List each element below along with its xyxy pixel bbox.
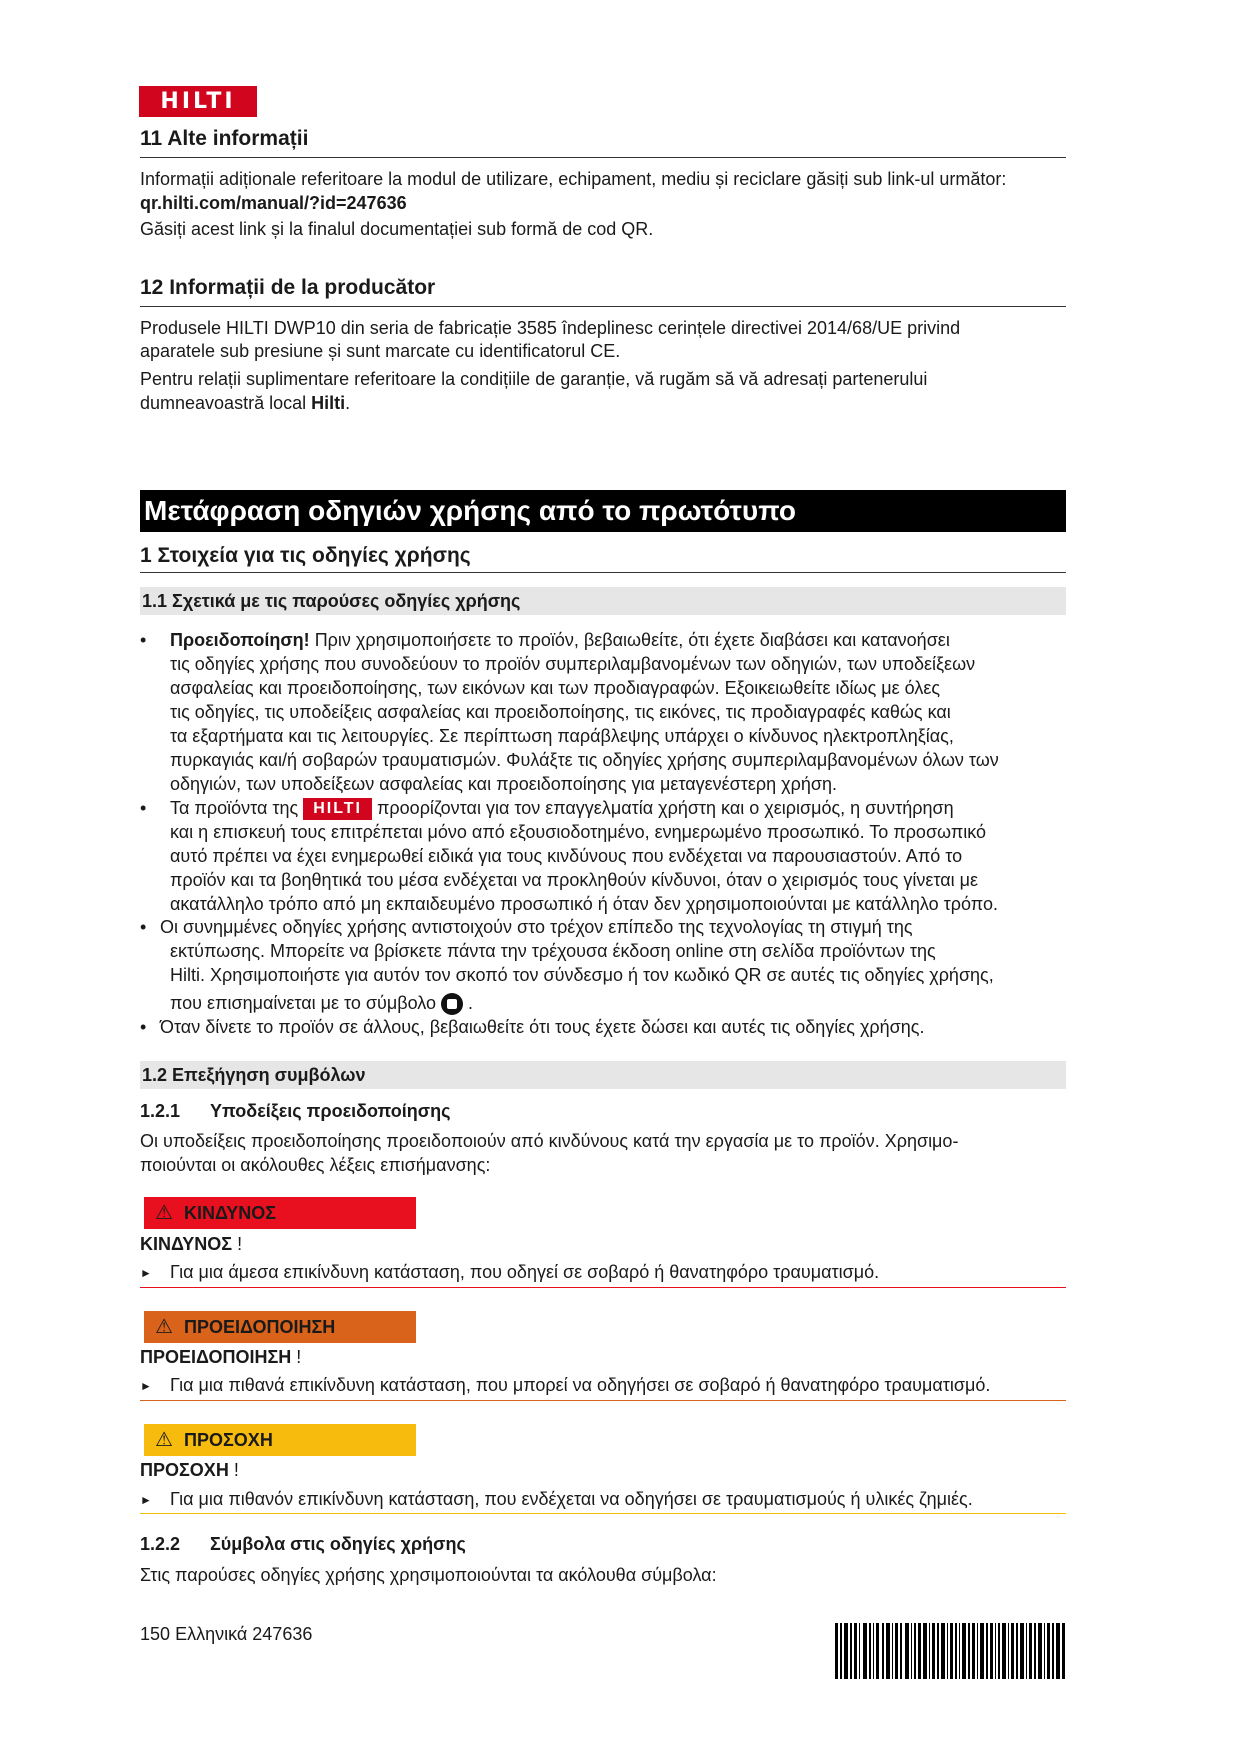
qr-symbol-icon: [441, 993, 463, 1015]
section-12-p2-end: .: [345, 393, 351, 413]
bullet-3-line4: που επισημαίνεται με το σύμβολο: [170, 993, 436, 1013]
danger-description: [140, 1260, 879, 1285]
bullet-1-line7: οδηγιών, των υποδείξεων ασφαλείας και προειδοποίησης για μεταγενέστερη χρήση.: [170, 774, 837, 794]
caution-text: Για μια πιθανόν επικίνδυνη κατάσταση, που ενδέχεται να οδηγήσει σε τραυματισμούς ή υλικές ζημιές.: [170, 1489, 973, 1509]
section-1-2-1-title: [140, 1101, 450, 1122]
manual-link[interactable]: qr.hilti.com/manual/?id=247636: [140, 193, 407, 213]
bullet-2-line4: προϊόν και τα βοηθητικά του μέσα ενδέχεται να προκληθούν κίνδυνοι, όταν ο χειρισμός τους γίνεται με: [170, 870, 979, 891]
warning-triangle-icon: ⚠: [155, 1429, 173, 1451]
bullet-3-line2: εκτύπωσης. Μπορείτε να βρίσκετε πάντα την τρέχουσα έκδοση online στη σελίδα προϊόντων της: [170, 941, 936, 961]
danger-badge: [144, 1197, 416, 1229]
bullet-1-line1: Πριν χρησιμοποιήσετε το προϊόν, βεβαιωθείτε, ότι έχετε διαβάσει και κατανοήσει: [314, 630, 950, 650]
danger-text: Για μια άμεσα επικίνδυνη κατάσταση, που οδηγεί σε σοβαρό ή θανατηφόρο τραυματισμό.: [170, 1262, 880, 1282]
warning-badge: [144, 1311, 416, 1343]
section-1-1-header: 1.1 Σχετικά με τις παρούσες οδηγίες χρήσης: [140, 587, 1066, 615]
section-1-2-1-label: Υποδείξεις προειδοποίησης: [210, 1101, 451, 1121]
bullet-4-text: Όταν δίνετε το προϊόν σε άλλους, βεβαιωθείτε ότι τους έχετε δώσει και αυτές τις οδηγίες χρήσης.: [160, 1017, 925, 1037]
barcode: [835, 1623, 1065, 1679]
bullet-1-line6: πυρκαγιάς και/ή σοβαρών τραυματισμών. Φυλάξτε τις οδηγίες χρήσης συμπεριλαμβανομένων όλων των: [170, 750, 999, 770]
page-number: 150: [140, 1624, 171, 1644]
danger-label: [140, 1234, 242, 1255]
section-1-2-2-number: 1.2.2: [140, 1534, 181, 1554]
section-12-rule: [140, 306, 1066, 307]
bullet-1-line4: τις οδηγίες, τις υποδείξεις ασφαλείας και προειδοποίησης, τις εικόνες, τις προδιαγραφές καθώς και: [170, 702, 951, 722]
translation-banner: Μετάφραση οδηγιών χρήσης από το πρωτότυπο: [140, 490, 1066, 532]
danger-label-text: ΚΙΝΔΥΝΟΣ: [140, 1234, 233, 1254]
hilti-inline-logo: HILTI: [303, 798, 372, 820]
danger-divider: [140, 1287, 1066, 1288]
bullet-1-line2: τις οδηγίες χρήσης που συνοδεύουν το προϊόν συμπεριλαμβανομένων των οδηγιών, των υποδείξεων: [170, 654, 976, 674]
arrow-right-icon: ►: [140, 1379, 152, 1394]
section-12-p1-line2: aparatele sub presiune și sunt marcate cu identificatorul CE.: [140, 341, 621, 361]
section-12-p2-line2: [140, 391, 350, 415]
bullet-dot: •: [140, 798, 147, 818]
section-1-2-1-line2: ποιούνται οι ακόλουθες λέξεις επισήμανσης:: [140, 1155, 491, 1175]
section-11-paragraph: Informații adiționale referitoare la modul de utilizare, echipament, mediu și reciclare găsiți sub link-ul următor:: [140, 169, 1007, 189]
bullet-dot: •: [140, 630, 147, 650]
section-1-2-2-title: [140, 1534, 466, 1555]
warning-divider: [140, 1400, 1066, 1401]
section-1-2-1-line1: Οι υποδείξεις προειδοποίησης προειδοποιούν από κινδύνους κατά την εργασία με το προϊόν. Χρησιμο-: [140, 1131, 959, 1151]
section-12-title: 12 Informații de la producător: [140, 276, 436, 299]
section-1-2-2-label: Σύμβολα στις οδηγίες χρήσης: [210, 1534, 466, 1554]
caution-description: [140, 1487, 973, 1512]
bullet-2-line2: και η επισκευή τους επιτρέπεται μόνο από εξουσιοδοτημένο, ενημερωμένο προσωπικό. Το προσωπικό: [170, 822, 987, 843]
caution-label-text: ΠΡΟΣΟΧΗ: [140, 1460, 229, 1480]
bullet-1-line5: τα εξαρτήματα και τις λειτουργίες. Σε περίπτωση παράβλεψης υπάρχει ο κίνδυνος ηλεκτροπληξίας,: [170, 726, 954, 746]
section-11-title: 11 Alte informații: [140, 127, 309, 150]
section-12-p2-start: dumneavoastră local: [140, 393, 307, 413]
section-11-rule: [140, 157, 1066, 158]
section-1-2-2-line1: Στις παρούσες οδηγίες χρήσης χρησιμοποιούνται τα ακόλουθα σύμβολα:: [140, 1565, 717, 1585]
arrow-right-icon: ►: [140, 1266, 152, 1281]
bullet-2-line5: ακατάλληλο τρόπο από μη εκπαιδευμένο προσωπικό ή όταν δεν χρησιμοποιούνται με κατάλληλο τρόπο.: [170, 894, 998, 915]
footer-language: Ελληνικά: [175, 1624, 248, 1644]
warning-label: [140, 1347, 301, 1368]
bullet-1-bold: Προειδοποίηση!: [170, 630, 310, 650]
caution-label-excl: !: [233, 1460, 239, 1480]
page-footer: [140, 1622, 312, 1646]
greek-section-1-rule: [140, 572, 1066, 573]
warning-triangle-icon: ⚠: [155, 1316, 173, 1338]
bullet-3-line3: Hilti. Χρησιμοποιήστε για αυτόν τον σκοπό τον σύνδεσμο ή τον κωδικό QR σε αυτές τις οδηγίες χρήσης,: [170, 965, 994, 985]
section-12-p2-line1: Pentru relații suplimentare referitoare la condițiile de garanție, vă rugăm să vă adresați partenerului: [140, 369, 928, 389]
caution-divider: [140, 1513, 1066, 1514]
bullet-1-line3: ασφαλείας και προειδοποίησης, των εικόνων και των προδιαγραφών. Εξοικειωθείτε ιδίως με όλες: [170, 678, 941, 698]
greek-section-1-title: 1 Στοιχεία για τις οδηγίες χρήσης: [140, 544, 471, 567]
arrow-right-icon: ►: [140, 1493, 152, 1508]
caution-badge-label: ΠΡΟΣΟΧΗ: [184, 1430, 273, 1450]
section-12-p1-line1: Produsele HILTI DWP10 din seria de fabricație 3585 îndeplinesc cerințele directivei 2014/68/UE privind: [140, 318, 961, 338]
caution-label: [140, 1460, 239, 1481]
section-11-qr-note: Găsiți acest link și la finalul documentației sub formă de cod QR.: [140, 219, 654, 239]
section-1-2-header: 1.2 Επεξήγηση συμβόλων: [140, 1061, 1066, 1089]
bullet-3-line1: Οι συνημμένες οδηγίες χρήσης αντιστοιχούν στο τρέχον επίπεδο της τεχνολογίας τη στιγμή της: [160, 917, 913, 937]
bullet-3-line4-end: .: [468, 993, 474, 1013]
danger-label-excl: !: [237, 1234, 243, 1254]
hilti-logo: HILTI: [139, 86, 257, 117]
warning-triangle-icon: ⚠: [155, 1202, 173, 1224]
warning-label-excl: !: [296, 1347, 302, 1367]
bullet-2-line3: αυτό πρέπει να έχει ενημερωθεί ειδικά για τους κινδύνους που ενδέχεται να παρουσιαστούν. Από το: [170, 846, 963, 867]
warning-description: [140, 1373, 990, 1398]
caution-badge: [144, 1424, 416, 1456]
section-1-2-1-number: 1.2.1: [140, 1101, 181, 1121]
footer-doc-id: 247636: [252, 1624, 313, 1644]
warning-text: Για μια πιθανά επικίνδυνη κατάσταση, που μπορεί να οδηγήσει σε σοβαρό ή θανατηφόρο τραυματισμό.: [170, 1375, 991, 1395]
warning-badge-label: ΠΡΟΕΙΔΟΠΟΙΗΣΗ: [184, 1317, 336, 1337]
section-12-hilti: Hilti: [311, 393, 346, 413]
danger-badge-label: ΚΙΝΔΥΝΟΣ: [184, 1203, 277, 1223]
bullet-dot: •: [140, 1017, 147, 1037]
bullet-2-line1-end: προορίζονται για τον επαγγελματία χρήστη και ο χειρισμός, η συντήρηση: [377, 798, 954, 818]
warning-label-text: ΠΡΟΕΙΔΟΠΟΙΗΣΗ: [140, 1347, 292, 1367]
bullet-dot: •: [140, 917, 147, 937]
bullet-2-line1-start: Τα προϊόντα της: [170, 798, 299, 818]
